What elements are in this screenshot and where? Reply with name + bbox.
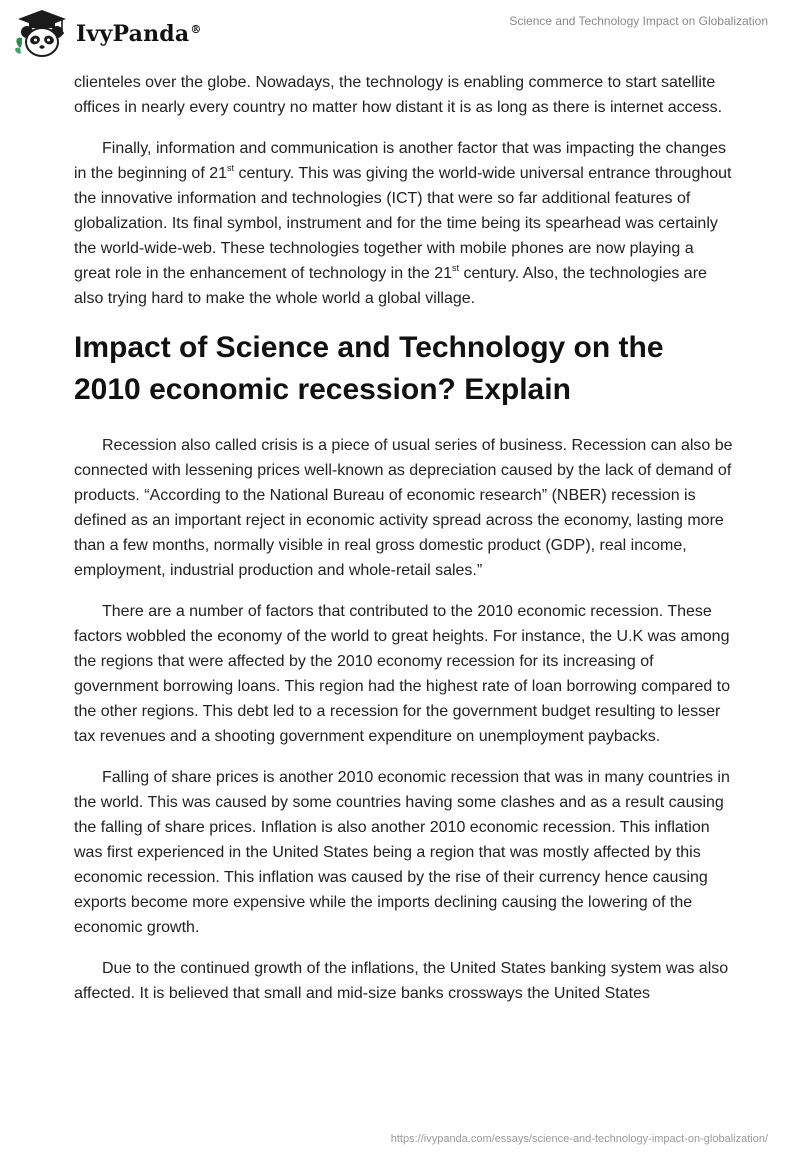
source-url-link[interactable]: https://ivypanda.com/essays/science-and-technology-impact-on-globalization/: [390, 1133, 768, 1145]
paragraph: There are a number of factors that contributed to the 2010 economic recession. These factors wobbled the economy of the world to great heights. For instance, the U.K was among the regions that were affected by the 2010 economy recession for its increasing of government borrowing loans. This region had the highest rate of loan borrowing compared to the other regions. This debt led to a recession for the government budget resulting to lesser tax revenues and a shooting government expenditure on unemployment paybacks.: [74, 603, 731, 745]
paragraph: Recession also called crisis is a piece of usual series of business. Recession can also be connected with lessening prices well-known as depreciation caused by the lack of demand of products. “According to the National Bureau of economic research” (NBER) recession is defined as an important reject in economic activity spread across the economy, lasting more than a few months, normally visible in real gross domestic product (GDP), real income, employment, industrial production and whole-retail sales.”: [74, 437, 733, 579]
registered-mark: ®: [190, 22, 202, 36]
document-title: Science and Technology Impact on Globalization: [509, 14, 768, 28]
paragraph: Finally, information and communication is another factor that was impacting the changes in the beginning of 21st century. This was giving the world-wide universal entrance throughout the innovative information and technologies (ICT) that were so far additional features of globalization. Its final symbol, instrument and for the time being its spearhead was certainly the world-wide-web. These technologies together with mobile phones are now playing a great role in the enhancement of technology in the 21st century. Also, the technologies are also trying hard to make the whole world a global village.: [74, 140, 732, 307]
brand-name: IvyPanda®: [76, 21, 202, 47]
panda-graduate-icon: [14, 8, 70, 60]
page-header: [0, 0, 800, 70]
paragraph: Due to the continued growth of the inflations, the United States banking system was also affected. It is believed that small and mid-size banks crossways the United States: [74, 960, 729, 1002]
ivypanda-logo[interactable]: [14, 8, 202, 60]
section-heading: Impact of Science and Technology on the 2010 economic recession? Explain: [74, 331, 664, 406]
superscript: st: [227, 163, 235, 173]
superscript: st: [452, 263, 460, 273]
paragraph: Falling of share prices is another 2010 economic recession that was in many countries in the world. This was caused by some countries having some clashes and as a result causing the falling of share prices. Inflation is also another 2010 economic recession. This inflation was first experienced in the United States being a region that was mostly affected by this economic recession. This inflation was caused by the rise of their currency hence causing exports become more expensive while the imports declining causing the lowering of the economic growth.: [74, 769, 730, 936]
essay-body: [74, 70, 734, 1022]
paragraph: clienteles over the globe. Nowadays, the technology is enabling commerce to start satellite offices in nearly every country no matter how distant it is as long as there is internet access.: [74, 74, 723, 116]
